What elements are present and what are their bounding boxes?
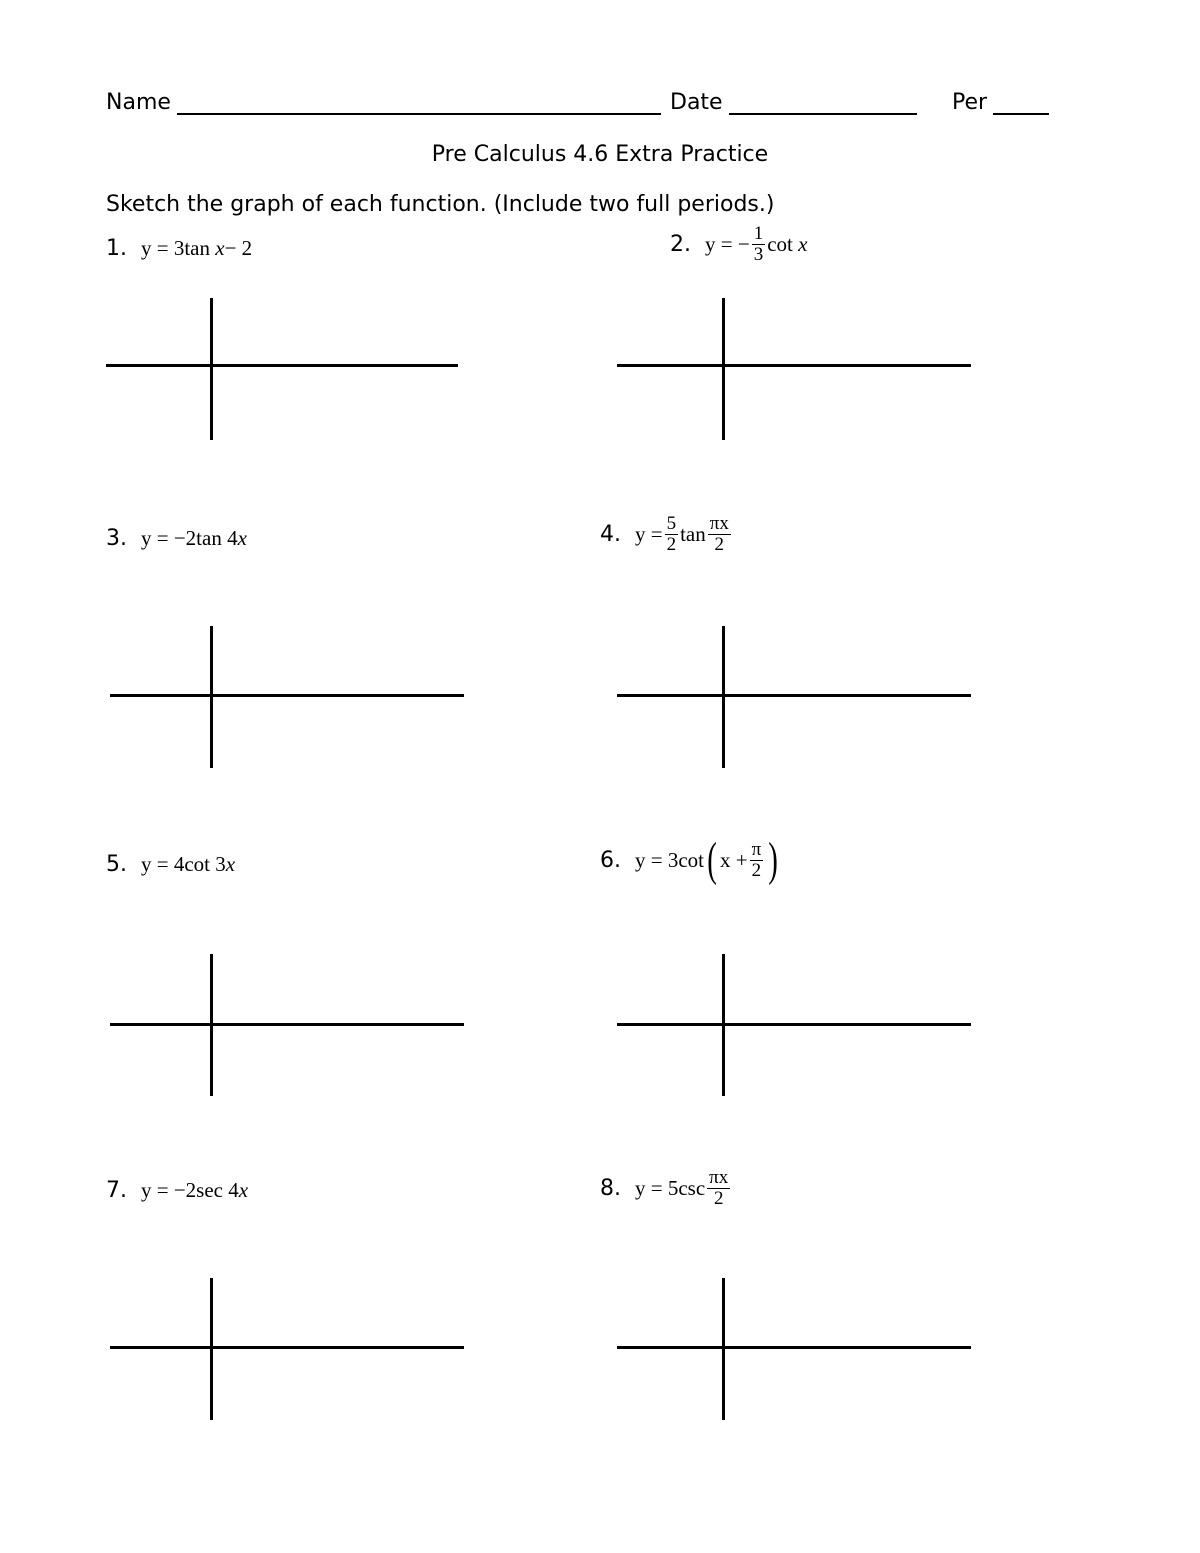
y-axis [210,626,213,768]
per-blank[interactable] [993,91,1049,115]
problem-number: 5. [106,852,127,877]
period-field[interactable] [952,90,1049,115]
equation: y = 3cot ( x + $\frac{\pi}{2}$ ) [635,833,778,886]
y-axis [210,298,213,440]
x-axis [617,364,971,367]
name-blank[interactable] [177,91,661,115]
x-axis [110,1346,464,1349]
problem-4 [600,514,733,555]
x-axis [617,1346,971,1349]
x-axis [617,1023,971,1026]
fraction: $\frac{\pi x}{2}$ [709,513,729,555]
x-axis [106,364,458,367]
equation: y = − $\frac{1}{3}$ cot x [705,223,808,265]
problem-number: 2. [670,231,691,257]
problem-number: 8. [600,1175,621,1201]
y-axis [722,1278,725,1420]
problem-3 [106,526,247,551]
y-axis [210,954,213,1096]
x-axis [110,694,464,697]
left-paren: ( [707,833,717,886]
problem-7 [106,1178,248,1203]
page-title: Pre Calculus 4.6 Extra Practice [431,142,769,167]
problem-1 [106,236,252,261]
equation: y = 4cot 3 x [141,852,236,876]
fraction: $\frac{\pi}{2}$ [751,838,762,881]
date-blank[interactable] [729,91,917,115]
equation: y = −2sec 4 x [141,1178,249,1202]
equation: y = −2tan 4 x [141,526,247,550]
per-label: Per [952,90,988,115]
equation: y = $\frac{5}{2}$ tan $\frac{\pi x}{2}$ [635,513,729,555]
right-paren: ) [768,833,778,886]
y-axis [210,1278,213,1420]
instructions: Sketch the graph of each function. (Include two full periods.) [106,192,775,217]
date-label: Date [670,90,723,115]
x-axis [110,1023,464,1026]
y-axis [722,626,725,768]
problem-6 [600,833,781,886]
fraction: $\frac{1}{3}$ [753,223,764,265]
name-field[interactable] [106,90,661,115]
name-label: Name [106,90,171,115]
problem-number: 3. [106,526,127,551]
date-field[interactable] [670,90,917,115]
fraction: $\frac{\pi x}{2}$ [709,1167,729,1209]
problem-5 [106,852,235,877]
equation: y = 5csc $\frac{\pi x}{2}$ [635,1167,729,1209]
y-axis [722,954,725,1096]
x-axis [617,694,971,697]
problem-8 [600,1168,732,1209]
fraction: $\frac{5}{2}$ [666,513,677,555]
equation: y = 3tan x − 2 [141,236,253,260]
problem-number: 6. [600,847,621,873]
y-axis [722,298,725,440]
problem-number: 7. [106,1178,127,1203]
problem-number: 1. [106,236,127,261]
problem-number: 4. [600,521,621,547]
problem-2 [670,224,807,265]
